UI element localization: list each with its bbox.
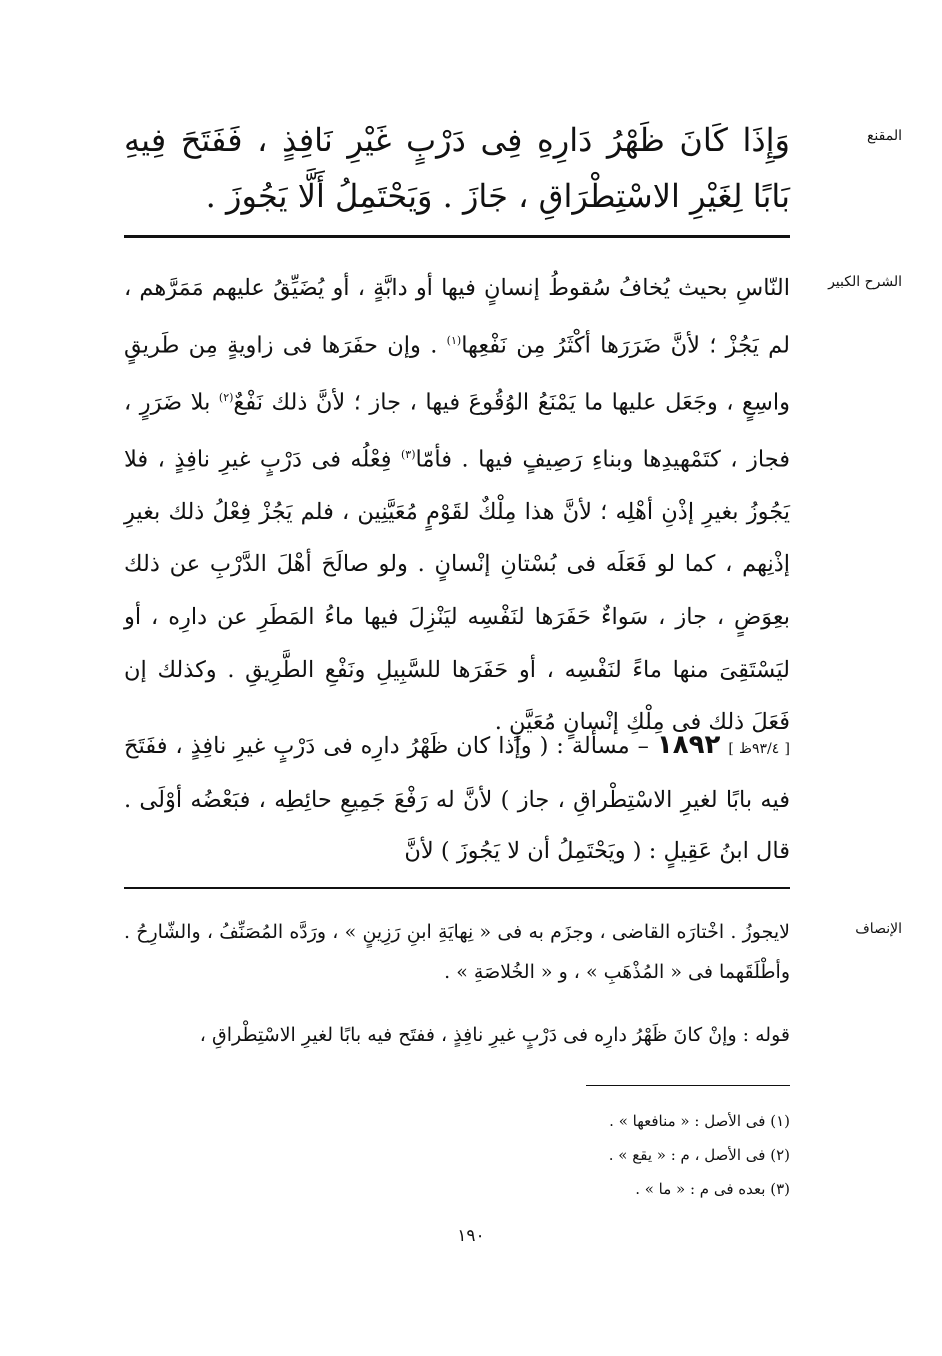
footnote-marker-1: (١)	[446, 333, 462, 347]
muqni-text: وَإِذَا كَانَ ظَهْرُ دَارِهِ فِى دَرْبٍ غَيْرِ نَافِذٍ ، فَفَتَحَ فِيهِ بَابًا لِغَيْرِ الاسْتِطْرَاقِ ، جَازَ . وَيَحْتَمِلُ أَلَّا يَجُوزَ .	[124, 121, 790, 215]
footnote-2: (٢) فى الأصل ، م : « يقع » .	[608, 1146, 790, 1164]
page-number: ١٩٠	[457, 1226, 485, 1246]
sharh-text	[124, 262, 790, 749]
section-label-muqni: المقنع	[866, 128, 902, 144]
section-divider-thick	[124, 235, 790, 238]
footnote-marker-3: (٣)	[401, 447, 416, 461]
section-divider-thin	[124, 887, 790, 889]
section-label-insaf: الإنصاف	[855, 921, 902, 937]
masala-number: ١٨٩٢	[656, 730, 721, 760]
insaf-qawluh: قوله : وإنْ كانَ ظَهْرُ دارِه فى دَرْبٍ غيرِ نافِذٍ ، ففتَح فيه بابًا لغيرِ الاسْتِطْراقِ ،	[199, 1024, 790, 1046]
footnote-1: (١) فى الأصل : « منافعها » .	[609, 1112, 790, 1130]
sharh-part-4: فِعْلُه فى دَرْبٍ غيرِ نافِذٍ ، فلا يَجُوزُ بغيرِ إذْنِ أهْلِه ؛ لأنَّ هذا مِلْكٌ لقَوْمٍ مُعَيَّنِين ، فلم يَجُزْ فِعْلُ ذلك بغيرِ إذْنِهم ، كما لو فَعَلَه فى بُسْتانِ إنْسانٍ . ولو صالَحَ أهْلَ الدَّرْبِ عن ذلك بعِوَضٍ ، جاز ، سَواءٌ حَفَرَها لنَفْسِه ليَنْزِلَ فيها ماءُ المَطَرِ عن دارِه ، أو ليَسْتَقِىَ منها ماءً لنَفْسِه ، أو حَفَرَها للسَّبِيلِ ونَفْعِ الطَّرِيقِ . وكذلك إن فَعَلَ ذلك فى مِلْكِ إنْسانٍ مُعَيَّنٍ .	[124, 446, 790, 736]
insaf-text: لايجوزُ . اخْتارَه القاضى ، وجزَم به فى « نِهايَةِ ابنِ رَزِينٍ » ، ورَدَّه المُصَنِّفُ ، والشّارِحُ . وأطْلَقَهما فى « المُذْهَبِ » ، و « الخُلاصَةِ » .	[124, 921, 790, 983]
masala-text	[124, 720, 790, 877]
masala-body: – مسألة : ( وإذا كان ظَهْرُ دارِه فى دَرْبٍ غيرِ نافِذٍ ، ففَتَحَ فيه بابًا لغيرِ الاسْتِطْراقِ ، جاز ) لأنَّ له رَفْعَ جَمِيعِ حائِطِه ، فبَعْضُه أوْلَى . قال ابنُ عَقِيلٍ : ( ويَحْتَمِلُ أن لا يَجُوزَ ) لأنَّ	[124, 733, 790, 864]
footnote-marker-2: (٢)	[218, 390, 234, 404]
footnote-divider	[586, 1085, 790, 1086]
footnote-3: (٣) بعده فى م : « ما » .	[635, 1180, 790, 1198]
manuscript-ref: [ ٩٣/٤ظ ]	[728, 741, 790, 757]
sharh-part-3: بلا ضَرَرٍ ، فجاز ، كتَمْهيدِها وبناءِ رَصِيفٍ فيها . فأمّا	[124, 389, 791, 473]
sharh-part-2: . وإن حفَرَها فى زاويةٍ مِن طَريقٍ واسِعٍ ، وجَعَل عليها ما يَمْنَعُ الوُقُوعَ فيها ، جاز ؛ لأنَّ ذلك نَفْعٌ	[124, 332, 790, 416]
sharh-part-1: النّاسِ بحيث يُخافُ سُقوطُ إنسانٍ فيها أو دابَّةٍ ، أو يُضَيِّقُ عليهم مَمَرَّهم ، لم يَجُزْ ؛ لأنَّ ضَرَرَها أكْثَرُ مِن نَفْعِها	[124, 275, 790, 359]
section-label-sharh: الشرح الكبير	[828, 274, 902, 290]
